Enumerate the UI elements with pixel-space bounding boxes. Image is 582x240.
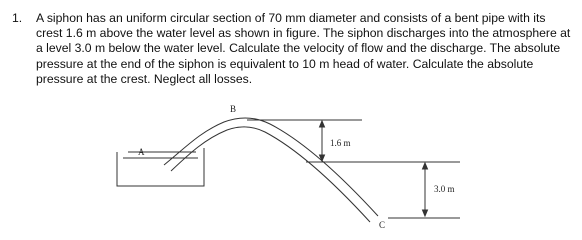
tank-label: A — [138, 147, 145, 157]
crest-height-dimension — [320, 121, 325, 161]
drop-label: 3.0 m — [434, 184, 455, 194]
crest-label: B — [230, 104, 237, 114]
siphon-pipe — [164, 118, 378, 222]
question-text: A siphon has an uniform circular section of 70 mm diameter and consists of a bent pipe with its crest 1.6 m above the water level as shown in figure. The siphon discharges into the atmosphere at a level 3.0 m below the water level. Calculate the velocity of flow and the discharge. The absolute pressure at the end of the siphon is equivalent to 10 m head of water. Calculate the absolute pressure at the crest. Neglect all losses. — [36, 11, 571, 86]
crest-height-label: 1.6 m — [330, 138, 351, 148]
drop-dimension — [423, 163, 428, 216]
reservoir-tank — [117, 148, 204, 186]
question-number: 1. — [12, 11, 23, 25]
outlet-label: C — [379, 220, 386, 230]
